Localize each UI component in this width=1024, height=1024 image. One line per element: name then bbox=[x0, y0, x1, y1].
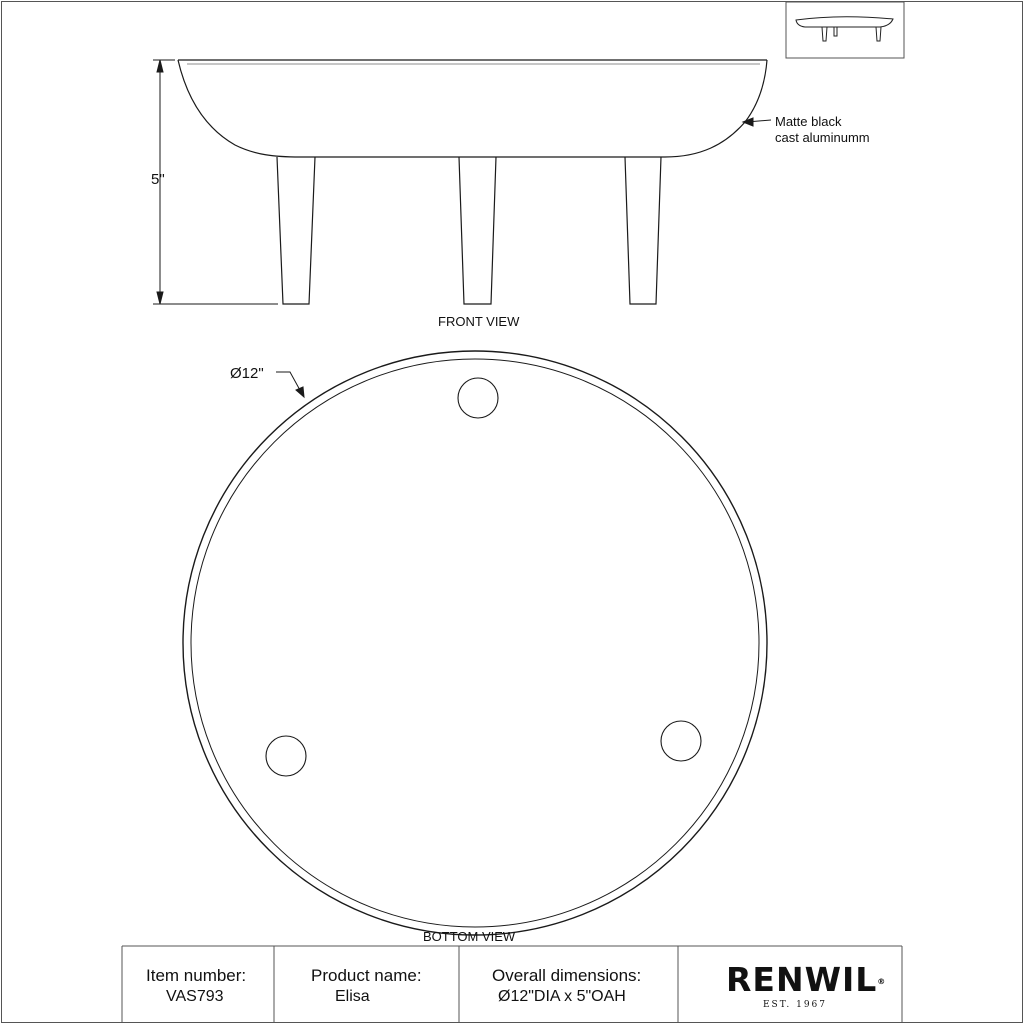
item-number-label: Item number: bbox=[146, 966, 247, 985]
foot-top bbox=[458, 378, 498, 418]
diameter-dimension-label: Ø12" bbox=[230, 365, 264, 382]
diameter-leader bbox=[276, 372, 304, 397]
brand-tagline: EST. 1967 bbox=[762, 1000, 828, 1010]
front-view-title: FRONT VIEW bbox=[438, 314, 520, 329]
height-dimension-line bbox=[153, 60, 278, 304]
material-note-line1: Matte black bbox=[775, 114, 842, 129]
height-dimension-label: 5" bbox=[151, 171, 165, 188]
bottom-view-title: BOTTOM VIEW bbox=[423, 929, 516, 944]
bottom-view bbox=[183, 351, 767, 935]
front-view-bowl bbox=[178, 60, 767, 157]
front-view-legs bbox=[277, 157, 661, 304]
foot-left bbox=[266, 736, 306, 776]
brand-name: RENWIL bbox=[726, 960, 878, 999]
item-number-value: VAS793 bbox=[166, 988, 224, 1005]
outer-rim bbox=[183, 351, 767, 935]
registered-mark: ® bbox=[877, 977, 887, 986]
leg-right bbox=[625, 157, 661, 304]
overall-dimensions-value: Ø12"DIA x 5"OAH bbox=[498, 988, 626, 1005]
foot-right bbox=[661, 721, 701, 761]
sheet-border bbox=[2, 2, 1023, 1023]
thumbnail-preview bbox=[786, 2, 904, 58]
inner-rim bbox=[191, 359, 759, 927]
product-name-label: Product name: bbox=[311, 966, 422, 985]
leg-center bbox=[459, 157, 496, 304]
brand-logo bbox=[726, 960, 887, 1010]
leg-left bbox=[277, 157, 315, 304]
overall-dimensions-label: Overall dimensions: bbox=[492, 966, 642, 985]
product-name-value: Elisa bbox=[335, 988, 370, 1005]
material-note-line2: cast aluminumm bbox=[775, 130, 870, 145]
